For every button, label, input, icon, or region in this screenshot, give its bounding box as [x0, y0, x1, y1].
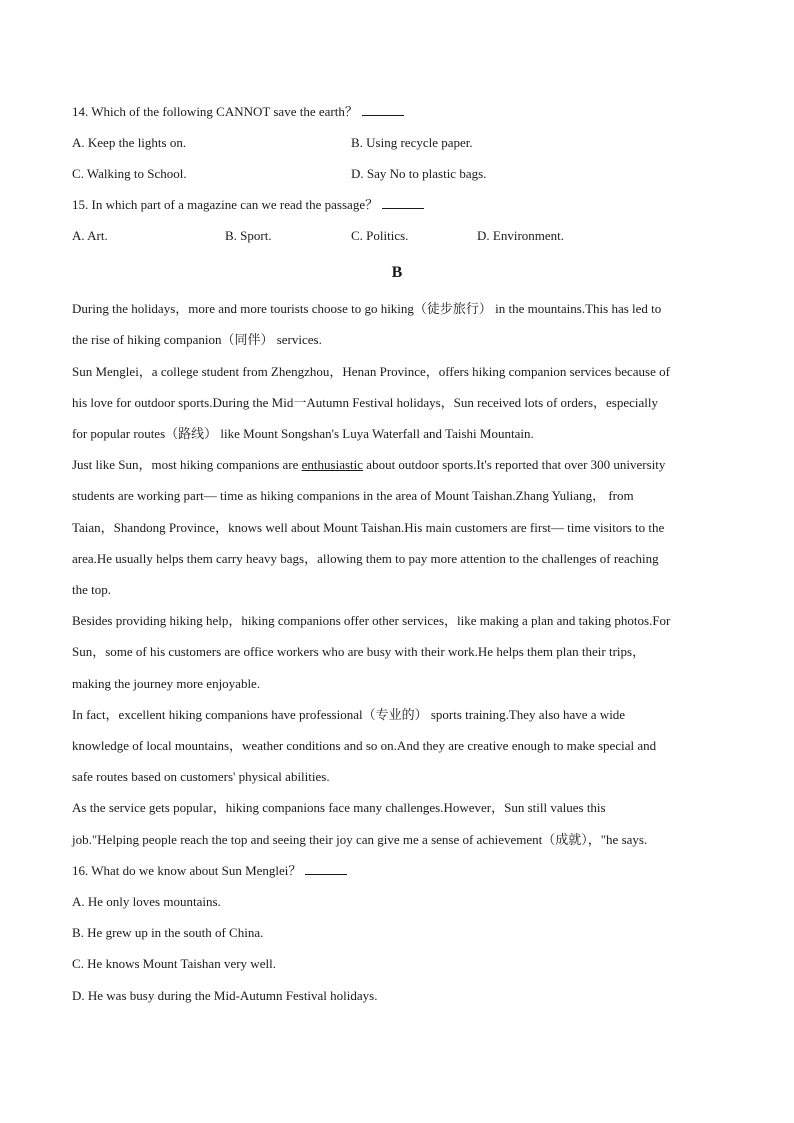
passage-line: Taian，Shandong Province，knows well about Mount Taishan.His main customers are first— time visitors to the — [72, 520, 665, 535]
answer-blank — [362, 104, 404, 116]
question-15-option-a: A. Art. — [72, 228, 108, 243]
question-16-option-b: B. He grew up in the south of China. — [72, 925, 264, 940]
passage-line: the top. — [72, 582, 111, 597]
question-15-text: 15. In which part of a magazine can we read the passage？ — [72, 197, 379, 212]
passage-line: job."Helping people reach the top and seeing their joy can give me a sense of achievement（成就），"he says. — [72, 832, 648, 847]
section-heading: B — [391, 264, 403, 281]
answer-blank — [382, 197, 424, 209]
passage-text: Just like Sun，most hiking companions are — [72, 457, 302, 472]
passage-line: During the holidays，more and more tourists choose to go hiking（徒步旅行） in the mountains.This has led to — [72, 301, 662, 316]
passage-line: the rise of hiking companion（同伴） services. — [72, 332, 322, 347]
question-15-option-d: D. Environment. — [477, 228, 565, 243]
question-14-text: 14. Which of the following CANNOT save the earth？ — [72, 104, 358, 119]
passage-line: Sun，some of his customers are office workers who are busy with their work.He helps them plan their trips， — [72, 644, 646, 659]
passage-line: Sun Menglei，a college student from Zhengzhou，Henan Province，offers hiking companion services because of — [72, 364, 670, 379]
question-15-option-c: C. Politics. — [351, 228, 409, 243]
passage-line: Besides providing hiking help，hiking companions offer other services，like making a plan and taking photos.For — [72, 613, 671, 628]
passage-line: students are working part— time as hiking companions in the area of Mount Taishan.Zhang Yuliang， from — [72, 488, 634, 503]
question-14-option-c: C. Walking to School. — [72, 166, 187, 181]
question-16-option-d: D. He was busy during the Mid-Autumn Festival holidays. — [72, 988, 378, 1003]
underlined-word: enthusiastic — [301, 457, 364, 472]
passage-line: In fact，excellent hiking companions have professional（专业的） sports training.They also have a wide — [72, 707, 626, 722]
question-16-option-a: A. He only loves mountains. — [72, 894, 221, 909]
question-14-option-d: D. Say No to plastic bags. — [351, 166, 487, 181]
passage-line: for popular routes（路线） like Mount Songshan's Luya Waterfall and Taishi Mountain. — [72, 426, 534, 441]
question-14-option-a: A. Keep the lights on. — [72, 135, 187, 150]
question-15-stem — [72, 197, 424, 213]
question-16-stem — [72, 863, 347, 879]
passage-line — [72, 457, 665, 473]
question-16-option-c: C. He knows Mount Taishan very well. — [72, 956, 276, 971]
passage-text: about outdoor sports.It's reported that over 300 university — [363, 457, 666, 472]
question-15-option-b: B. Sport. — [225, 228, 272, 243]
passage-line: making the journey more enjoyable. — [72, 676, 261, 691]
passage-line: his love for outdoor sports.During the Mid一Autumn Festival holidays，Sun received lots of orders，especially — [72, 395, 658, 410]
passage-line: knowledge of local mountains，weather conditions and so on.And they are creative enough to make special and — [72, 738, 657, 753]
answer-blank — [305, 863, 347, 875]
question-16-text: 16. What do we know about Sun Menglei？ — [72, 863, 302, 878]
passage-line: area.He usually helps them carry heavy bags，allowing them to pay more attention to the challenges of reaching — [72, 551, 659, 566]
question-14-stem — [72, 104, 404, 120]
passage-line: safe routes based on customers' physical abilities. — [72, 769, 330, 784]
passage-line: As the service gets popular，hiking companions face many challenges.However，Sun still values this — [72, 800, 606, 815]
question-14-option-b: B. Using recycle paper. — [351, 135, 473, 150]
